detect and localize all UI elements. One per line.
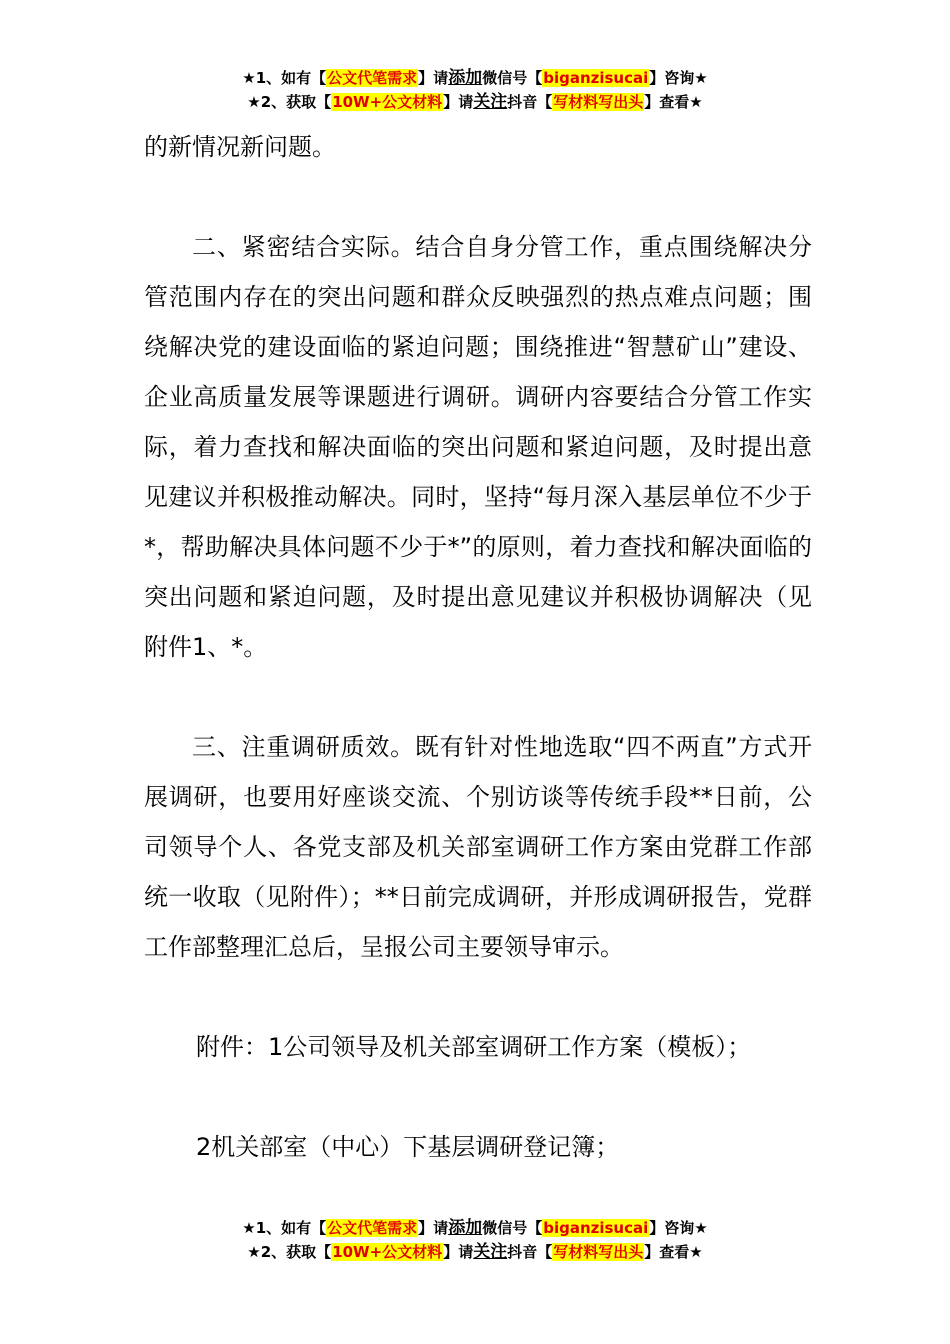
promo-highlight: 10W+公文材料 xyxy=(332,1243,443,1261)
attachment-line-2: 2机关部室（中心）下基层调研登记簿； xyxy=(196,1133,620,1161)
header-promo-banner xyxy=(0,66,950,114)
paragraph-intro: 的新情况新问题。 xyxy=(144,133,336,161)
promo-emphasis: 添加 xyxy=(448,68,483,88)
promo-highlight: 公文代笔需求 xyxy=(327,1219,418,1237)
promo-emphasis: 关注 xyxy=(473,1242,508,1262)
promo-highlight: 10W+公文材料 xyxy=(332,93,443,111)
promo-text: 微信号【 xyxy=(482,1219,543,1237)
promo-text: 】查看★ xyxy=(644,93,703,111)
promo-text: 】咨询★ xyxy=(649,1219,708,1237)
paragraph-section-2: 二、紧密结合实际。结合自身分管工作，重点围绕解决分管范围内存在的突出问题和群众反映强烈的热点难点问题；围绕解决党的建设面临的紧迫问题；围绕推进“智慧矿山”建设、企业高质量发展等课题进行调研。调研内容要结合分管工作实际，着力查找和解决面临的突出问题和紧迫问题，及时提出意见建议并积极推动解决。同时，坚持“每月深入基层单位不少于*，帮助解决具体问题不少于*”的原则，着力查找和解决面临的突出问题和紧迫问题，及时提出意见建议并积极协调解决（见附件1、*。 xyxy=(144,233,812,661)
attachment-line-1: 附件：1公司领导及机关部室调研工作方案（模板）； xyxy=(196,1033,752,1061)
promo-text: 】请 xyxy=(443,1243,474,1261)
promo-text: 微信号【 xyxy=(482,69,543,87)
promo-text: ★2、获取【 xyxy=(247,1243,332,1261)
promo-text: 】咨询★ xyxy=(649,69,708,87)
promo-text: 】请 xyxy=(418,69,449,87)
promo-highlight: biganzisucai xyxy=(543,1219,649,1237)
promo-line-2 xyxy=(0,90,950,114)
promo-text: ★2、获取【 xyxy=(247,93,332,111)
footer-promo-banner xyxy=(0,1216,950,1264)
promo-line-1 xyxy=(0,1216,950,1240)
promo-text: 抖音【 xyxy=(507,93,553,111)
promo-highlight: 写材料写出头 xyxy=(553,1243,644,1261)
promo-highlight: 公文代笔需求 xyxy=(327,69,418,87)
promo-text: 】查看★ xyxy=(644,1243,703,1261)
promo-line-1 xyxy=(0,66,950,90)
promo-highlight: 写材料写出头 xyxy=(553,93,644,111)
promo-emphasis: 关注 xyxy=(473,92,508,112)
promo-text: 】请 xyxy=(443,93,474,111)
promo-highlight: biganzisucai xyxy=(543,69,649,87)
promo-text: ★1、如有【 xyxy=(242,69,327,87)
document-body xyxy=(144,122,812,1172)
promo-line-2 xyxy=(0,1240,950,1264)
promo-text: ★1、如有【 xyxy=(242,1219,327,1237)
promo-text: 抖音【 xyxy=(507,1243,553,1261)
promo-emphasis: 添加 xyxy=(448,1218,483,1238)
paragraph-section-3: 三、注重调研质效。既有针对性地选取“四不两直”方式开展调研，也要用好座谈交流、个别访谈等传统手段**日前，公司领导个人、各党支部及机关部室调研工作方案由党群工作部统一收取（见附件）；**日前完成调研，并形成调研报告，党群工作部整理汇总后，呈报公司主要领导审示。 xyxy=(144,733,812,961)
promo-text: 】请 xyxy=(418,1219,449,1237)
